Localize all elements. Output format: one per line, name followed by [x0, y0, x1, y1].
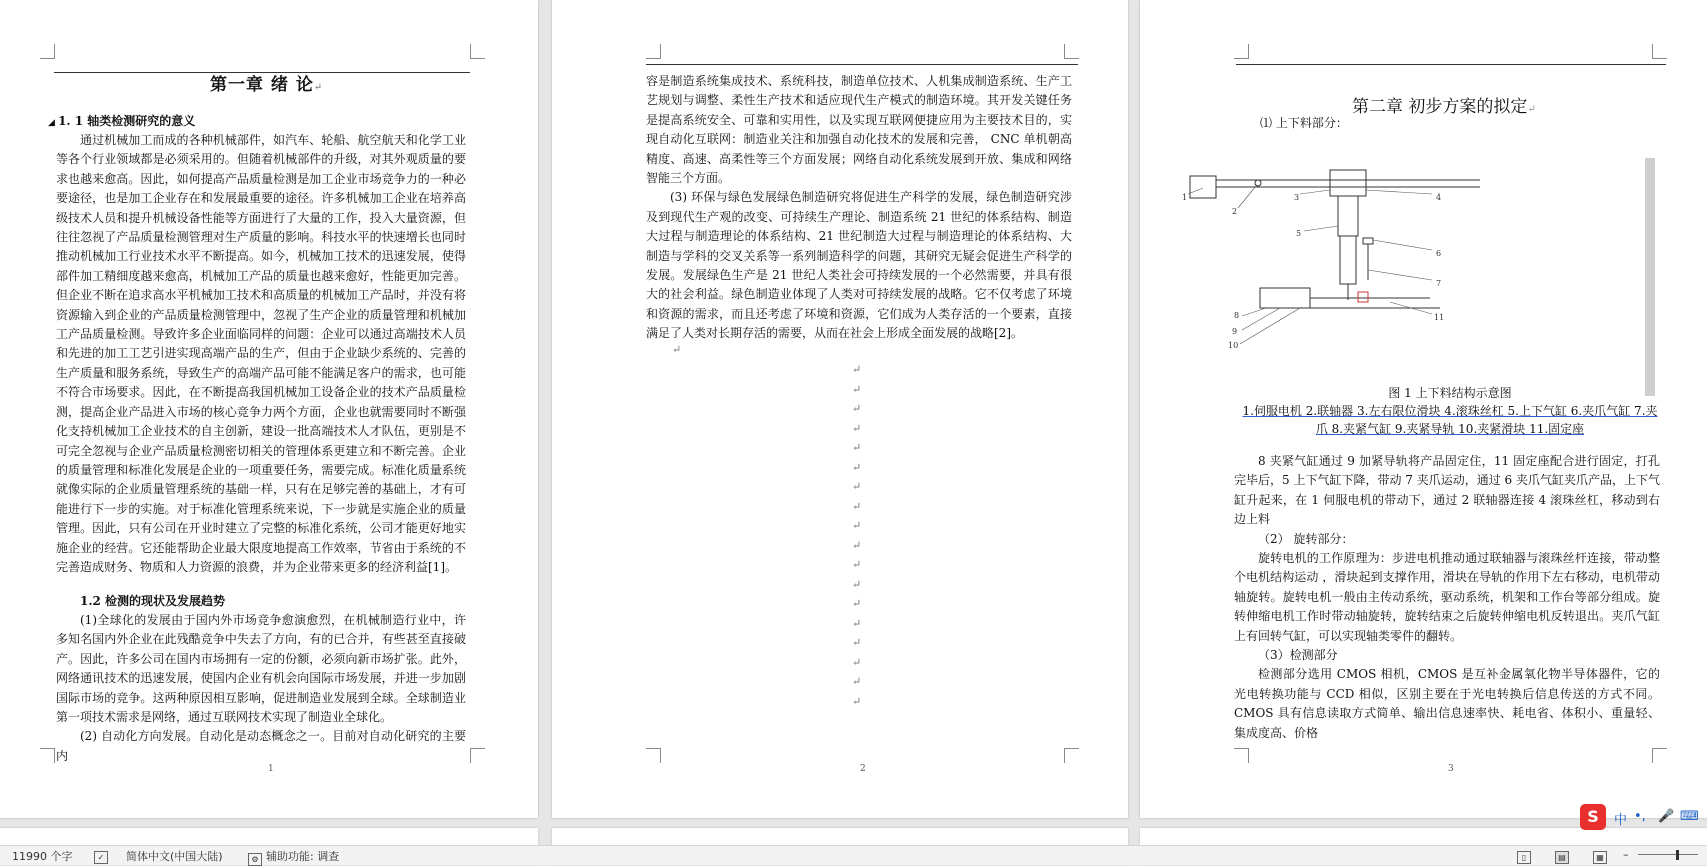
paragraph-marks: ↵ — [672, 343, 682, 356]
figure-label: 5 — [1296, 229, 1302, 238]
gripper-cylinder — [1340, 236, 1356, 284]
figure-label: 6 — [1436, 249, 1442, 258]
page-corner-mark — [646, 748, 661, 763]
gripper — [1363, 238, 1373, 244]
paragraph: (3) 环保与绿色发展绿色制造研究将促进生产科学的发展，绿色制造研究涉及到现代生产观的改变、可持续生产理论、制造系统 21 世纪的体系结构、制造大过程与制造理论的体系结构、21 世纪制造大过程与制造理论的体系结构、大制造与学科的交叉关系等一系列制造科学的问题，其研究无疑会促进生产科学的发展。发展绿色生产是 21 世纪人类社会可持续发展的一个必然需要，并具有很大的社会利益。绿色制造业体现了人类对可持续发展的战略。它不仅考虑了环境和资源的需求，而且还考虑了环境和资源，它们成为人类存活的一个要素，直接满足了人类对长期存活的需要，从而在社会上形成全面发展的战略[2]。 — [646, 190, 1072, 341]
body-text[interactable] — [56, 131, 466, 577]
fixed-seat — [1358, 292, 1368, 302]
word-count[interactable]: 11990 个字 — [12, 850, 73, 863]
paragraph: (1)全球化的发展由于国内外市场竞争愈演愈烈，在机械制造行业中，许多知名国内外企业在此残酷竞争中失去了方向，有的已合并，有些甚至直接破产。因此，许多公司在国内市场拥有一定的份额，必须向新市场扩张。此外，网络通讯技术的迅速发展，使国内企业有机会向国际市场发展，并进一步加剧国际市场的竞争。这两种原因相互影响，促进制造业发展到全球。全球制造业第一项技术需求是网络，通过互联网技术实现了制造业全球化。 — [56, 613, 466, 725]
keyboard-icon[interactable]: ⌨ — [1680, 809, 1699, 824]
page-corner-mark — [40, 44, 55, 59]
ime-toolbar[interactable] — [1580, 804, 1704, 830]
ime-mode-toggle[interactable]: 中 — [1614, 813, 1628, 828]
page-corner-mark — [470, 44, 485, 59]
subheading: ⑴ 上下料部分： — [1260, 116, 1348, 130]
status-bar — [0, 845, 1707, 865]
page-corner-mark — [1234, 44, 1249, 59]
figure-label: 2 — [1232, 207, 1238, 216]
paragraph: 检测部分选用 CMOS 相机，CMOS 是互补金属氧化物半导体器件，它的光电转换功能与 CCD 相似，区别主要在于光电转换后信息传送的方式不同。CMOS 具有信息读取方式简单、输出信息速率快、耗电省、体积小、重量轻、集成度高、价格 — [1234, 667, 1660, 740]
zoom-out-button[interactable]: – — [1623, 848, 1629, 861]
page-corner-mark — [1064, 44, 1079, 59]
figure-label: 8 — [1234, 311, 1240, 320]
page-number: 1 — [268, 764, 274, 774]
ime-logo-icon[interactable]: S — [1580, 804, 1606, 830]
loading-structure-figure — [1180, 130, 1660, 380]
chapter-title: 第一章 绪 论↵ — [210, 75, 324, 95]
section-heading: ◢ 1. 1 轴类检测研究的意义 — [48, 114, 196, 128]
page-number: 3 — [1448, 764, 1454, 774]
ime-punctuation-toggle[interactable]: •, — [1634, 809, 1646, 824]
subheading: （2） 旋转部分： — [1258, 531, 1354, 546]
paragraph: (2) 自动化方向发展。自动化是动态概念之一。目前对自动化研究的主要内 — [56, 729, 466, 763]
figure-label: 9 — [1232, 327, 1238, 336]
paragraph: 容是制造系统集成技术、系统科技，制造单位技术、人机集成制造系统、生产工艺规划与调整、柔性生产技术和适应现代生产模式的制造环境。其开发关键任务是提高系统安全、可靠和实用性，以及实现互联网便捷应用为主要技术目的，实现自动化互联网：制造业关注和加强自动化技术的发展和完善， CNC 单机朝高精度、高速、高柔性等三个方面发展；网络自动化系统发展到开放、集成和网络智能三个方面。 — [646, 74, 1072, 186]
figure-label: 7 — [1436, 279, 1442, 288]
vertical-scrollbar-thumb[interactable] — [1645, 158, 1655, 396]
figure-legend: 1.伺服电机 2.联轴器 3.左右限位滑块 4.滚珠丝杠 5.上下气缸 6.夹爪气缸 7.夹爪 8.夹紧气缸 9.夹紧导轨 10.夹紧滑块 11.固定座 — [1242, 404, 1658, 436]
page-corner-mark — [1652, 748, 1667, 763]
header-line — [1236, 64, 1666, 65]
coupling — [1255, 180, 1261, 186]
page-corner-mark — [40, 748, 55, 763]
figure-label: 11 — [1434, 313, 1445, 322]
document-page-2[interactable] — [552, 0, 1128, 818]
figure-label: 1 — [1182, 193, 1188, 202]
limit-slider — [1330, 170, 1366, 196]
paragraph-marks: ↵ ↵ ↵ ↵ ↵ ↵ ↵ ↵ ↵ ↵ ↵ ↵ ↵ ↵ ↵ ↵ ↵ ↵ — [852, 363, 862, 708]
accessibility-icon: ⚙ — [248, 853, 262, 866]
figure-label: 4 — [1436, 193, 1442, 202]
page-corner-mark — [1064, 748, 1079, 763]
accessibility-status[interactable]: ⚙ 辅助功能: 调查 — [248, 848, 339, 866]
header-line — [646, 64, 1078, 65]
body-text[interactable] — [646, 72, 1072, 344]
page-corner-mark — [1652, 44, 1667, 59]
read-mode-icon[interactable]: ▯ — [1517, 848, 1535, 864]
servo-motor — [1190, 176, 1216, 198]
document-page-1[interactable] — [0, 0, 538, 818]
paragraph: 8 夹紧气缸通过 9 加紧导轨将产品固定住，11 固定座配合进行固定，打孔完毕后，5 上下气缸下降，带动 7 夹爪运动，通过 6 夹爪气缸夹爪产品，上下气缸升起来，在 1 伺服电机的带动下，通过 2 联轴器连接 4 滚珠丝杠，移动到右边上料 — [1234, 454, 1660, 527]
figure-label: 10 — [1228, 341, 1239, 350]
chapter-title: 第二章 初步方案的拟定↵ — [1352, 97, 1536, 117]
figure-caption: 图 1 上下料结构示意图 — [1388, 386, 1512, 400]
body-text[interactable] — [56, 611, 466, 766]
page-number: 2 — [860, 764, 866, 774]
proofing-icon[interactable]: ✓ — [94, 848, 112, 864]
zoom-slider-thumb[interactable] — [1676, 850, 1679, 860]
web-layout-icon[interactable]: ▦ — [1593, 848, 1611, 864]
language-indicator[interactable]: 简体中文(中国大陆) — [126, 850, 223, 863]
figure-label: 3 — [1294, 193, 1300, 202]
zoom-slider[interactable] — [1638, 854, 1698, 855]
page-corner-mark — [1234, 748, 1249, 763]
print-layout-icon[interactable]: ▤ — [1555, 848, 1573, 864]
lift-cylinder — [1338, 196, 1358, 236]
clamp-cylinder — [1260, 288, 1310, 308]
page-corner-mark — [470, 748, 485, 763]
microphone-icon[interactable]: 🎤 — [1658, 809, 1675, 824]
section-heading: 1.2 检测的现状及发展趋势 — [80, 594, 226, 608]
document-page-3[interactable] — [1140, 0, 1707, 818]
paragraph: 通过机械加工而成的各种机械部件，如汽车、轮船、航空航天和化学工业等各个行业领域都是必须采用的。但随着机械部件的升级，对其外观质量的要求也越来愈高。因此，如何提高产品质量检测是加工企业市场竞争力的一种必要途径，也是加工企业存在和发展最重要的途径。许多机械加工企业在培养高级技术人员和提升机械设备性能等方面进行了大量的工作，投入大量资源，但往往忽视了产品质量检测管理对生产质量的影响。科技水平的快速增长也同时推动机械加工行业技术水平不断提高。如今，机械加工技术的迅速发展，使得部件加工精细度越来愈高，机械加工产品的质量也越来愈好，性能更加完善。但企业不断在追求高水平机械加工技术和高质量的机械加工产品时，并没有将资源输入到企业的产品质量检测管理中，忽视了生产企业的质量管理和机械加工产品质量检测。导致许多企业面临同样的问题：企业可以通过高端技术人员和先进的加工工艺引进实现高端产品的生产，但由于企业缺少系统的、完善的生产质量和服务系统，导致生产的高端产品可能不能满足客户的需求，也可能不符合市场要求。因此，在不断提高我国机械加工设备企业的技术产品质量检测，提高企业产品进入市场的核心竞争力两个方面，企业也就需要同时不断强化支持机械加工企业技术的自主创新，建设一批高端技术人才队伍，更别是不可完全忽视与企业产品质量检测密切相关的管理体系更建立和不断完善。企业的质量管理和标准化发展是企业的一项重要任务，需要完成。标准化质量系统就像实际的企业质量管理系统的基础一样，只有在足够完善的基础上，才有可能进行下一步的实施。对于标准化管理系统来说，下一步就是实施企业的质量管理。因此，只有公司在开业时建立了完整的标准化系统，公司才能更好地实施企业的经营。它还能帮助企业最大限度地提高工作效率，节省由于系统的不完善造成财务、物质和人力资源的浪费，并为企业带来更多的经济利益[1]。 — [56, 133, 466, 574]
paragraph: 旋转电机的工作原理为：步进电机推动通过联轴器与滚珠丝杆连接，带动整个电机结构运动 ，滑块起到支撑作用，滑块在导轨的作用下左右移动，电机带动轴旋转。旋转电机一般由主传动系统，驱动系统，机架和工作台等部分组成。旋转伸缩电机工作时带动轴旋转，旋转结束之后旋转伸缩电机反转退出。夹爪气缸上有回转气缸，可以实现轴类零件的翻转。 — [1234, 551, 1660, 643]
subheading: （3）检测部分 — [1258, 648, 1338, 663]
body-text[interactable] — [1234, 452, 1660, 743]
page-corner-mark — [646, 44, 661, 59]
